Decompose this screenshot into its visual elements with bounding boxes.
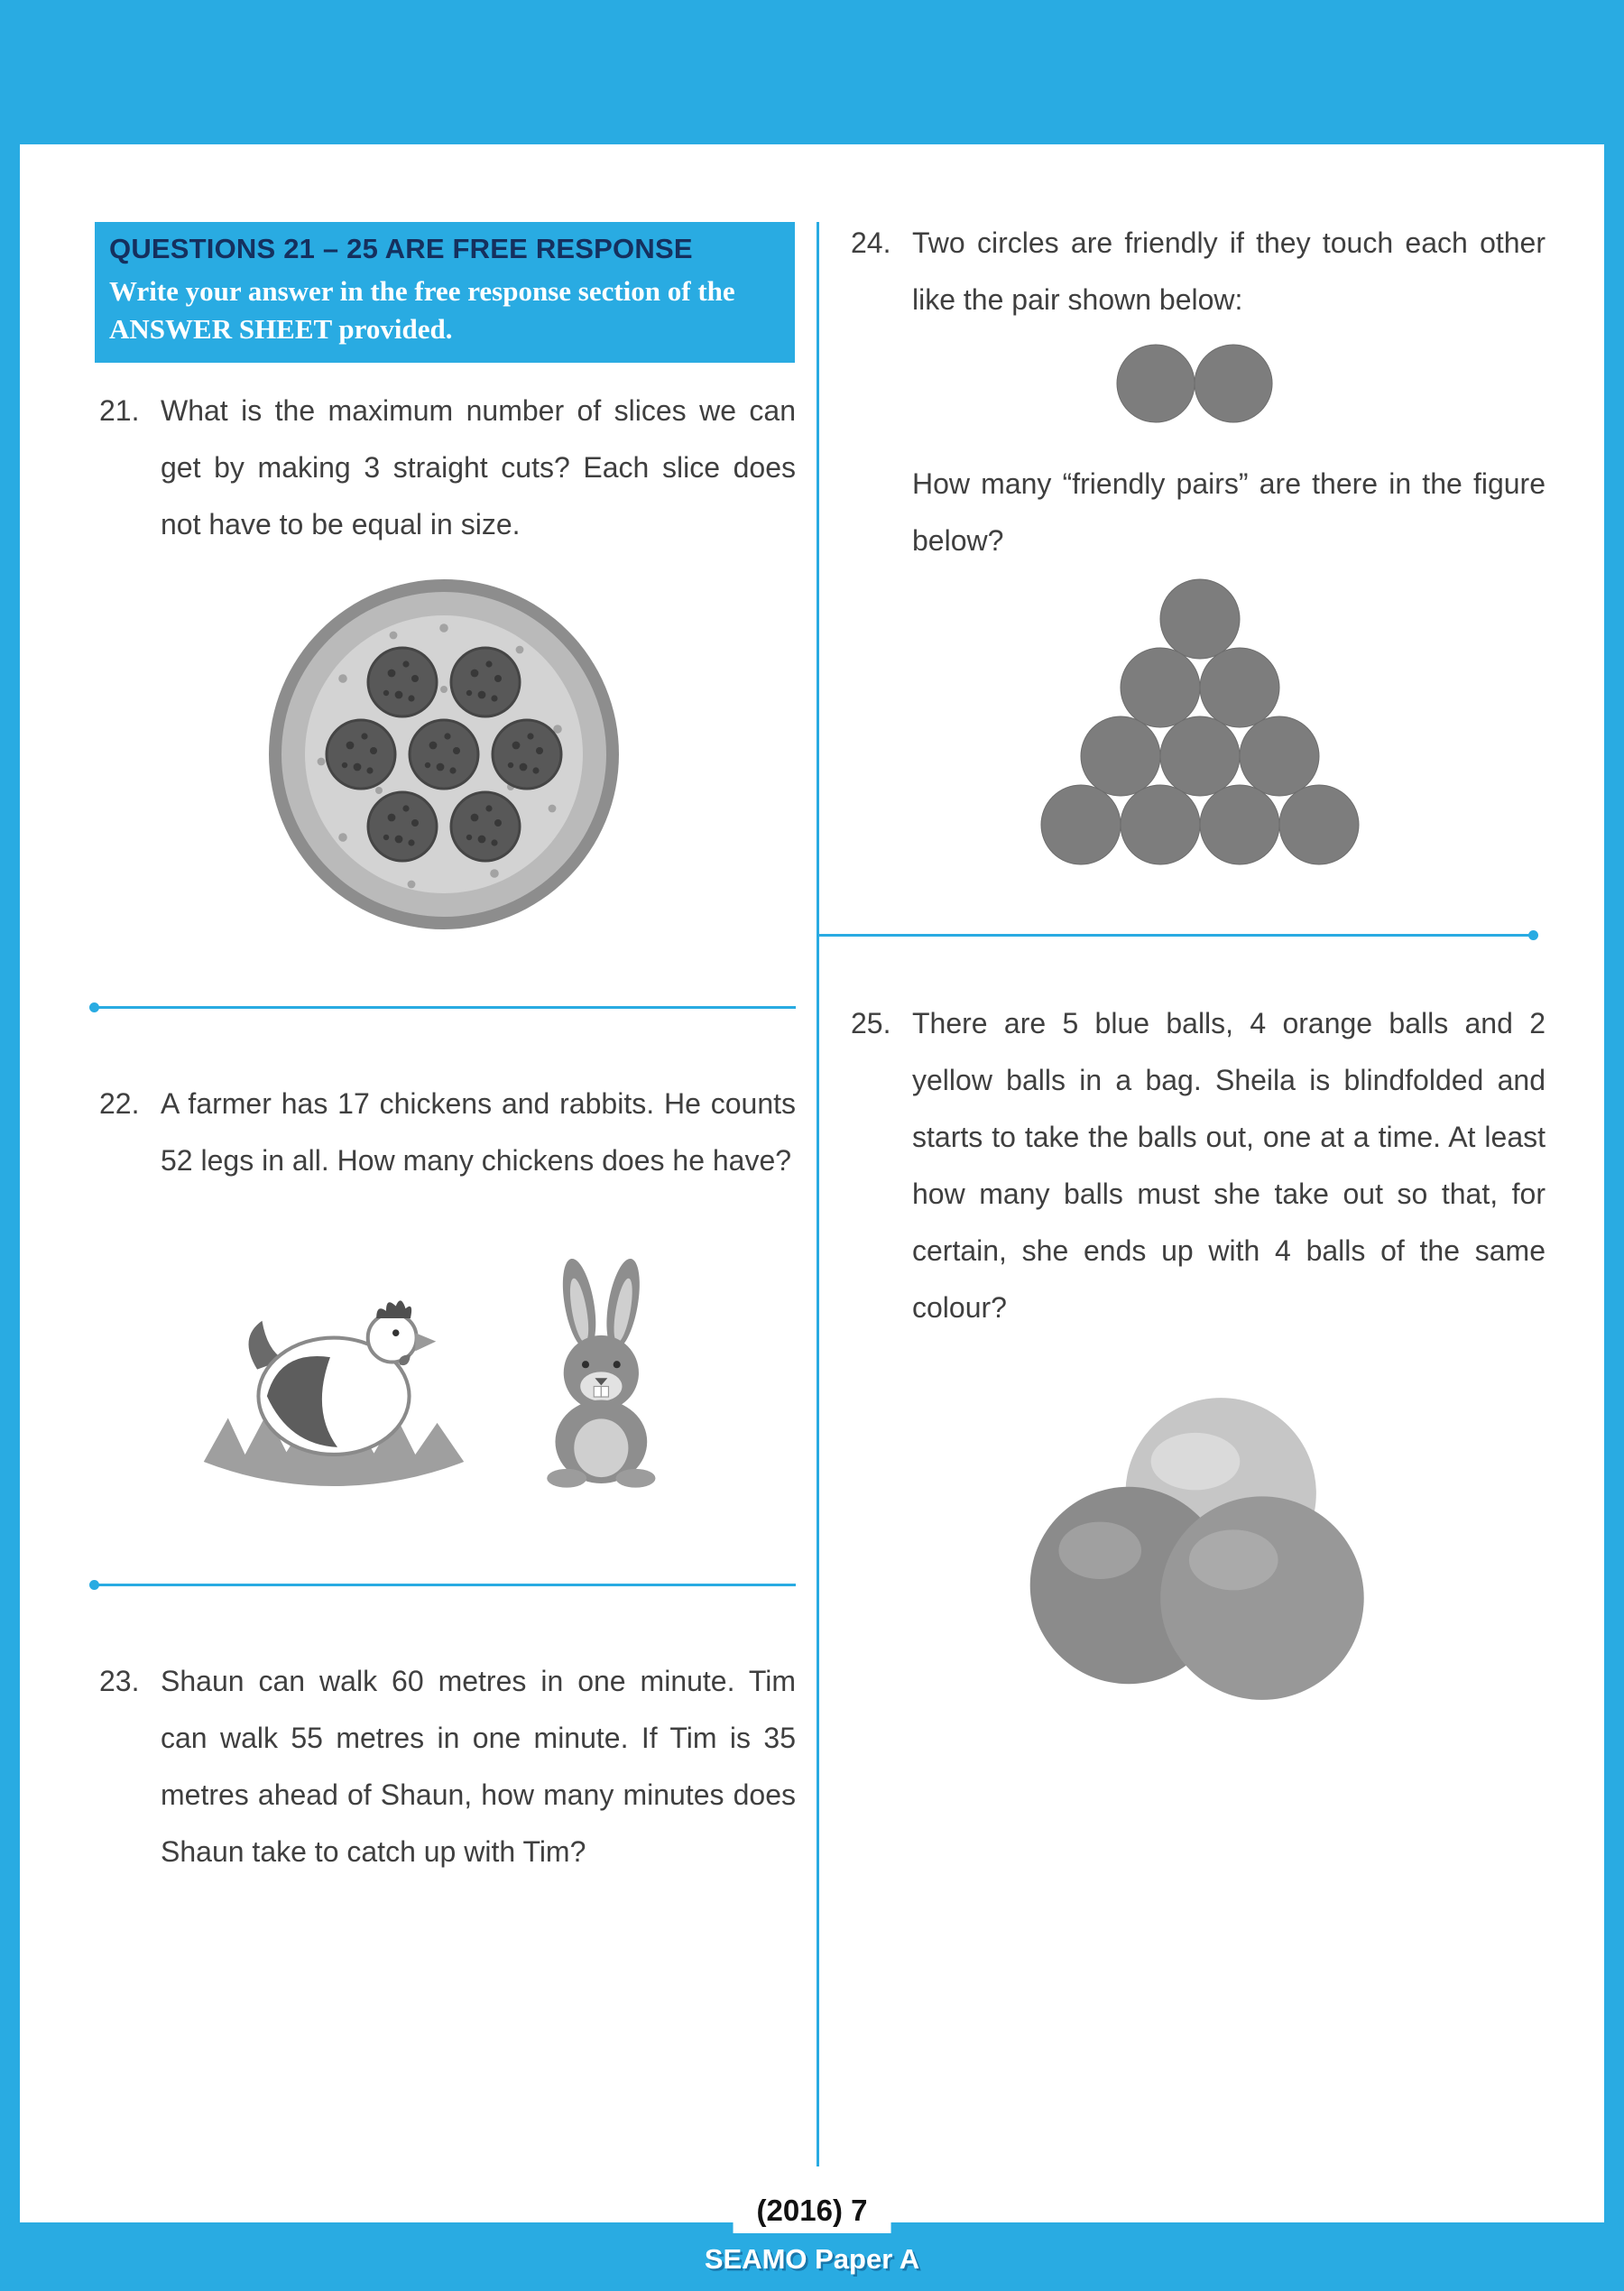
divider-dot-3 xyxy=(1528,930,1538,940)
balls-illustration-svg xyxy=(1010,1379,1393,1713)
question-21 xyxy=(99,383,796,553)
rabbit-image xyxy=(519,1250,686,1495)
question-24-continued xyxy=(851,456,1546,569)
question-25 xyxy=(851,995,1546,1336)
balls-image xyxy=(1010,1379,1393,1714)
top-border-band xyxy=(0,0,1624,144)
question-23 xyxy=(99,1653,796,1880)
friendly-pair-image xyxy=(1116,343,1275,426)
question-24 xyxy=(851,215,1546,328)
question-22-number: 22. xyxy=(99,1087,140,1120)
section-divider-3 xyxy=(819,934,1532,937)
section-divider-2 xyxy=(97,1584,796,1586)
header-subtitle: Write your answer in the free response section of the ANSWER SHEET provided. xyxy=(109,275,735,345)
divider-dot-2 xyxy=(89,1580,99,1590)
question-22 xyxy=(99,1076,796,1189)
question-24-number: 24. xyxy=(851,226,891,259)
circle-triangle-svg xyxy=(1029,577,1371,866)
free-response-header-box xyxy=(95,222,795,363)
divider-dot-1 xyxy=(89,1002,99,1012)
header-title: QUESTIONS 21 – 25 ARE FREE RESPONSE xyxy=(109,233,693,264)
question-23-text: Shaun can walk 60 metres in one minute. Tim can walk 55 metres in one minute. If Tim is 35 metres ahead of Shaun, how many minutes does Shaun take to catch up with Tim? xyxy=(161,1665,796,1868)
left-border-strip xyxy=(0,0,20,2291)
question-22-text: A farmer has 17 chickens and rabbits. He counts 52 legs in all. How many chickens does he have? xyxy=(161,1087,796,1177)
circle-triangle-image xyxy=(1029,577,1371,868)
footer-brand: SEAMO Paper A xyxy=(704,2243,920,2275)
question-24-intro-text: Two circles are friendly if they touch each other like the pair shown below: xyxy=(912,226,1546,316)
pizza-image xyxy=(263,574,624,944)
question-21-number: 21. xyxy=(99,394,140,427)
chicken-illustration-svg xyxy=(194,1252,474,1496)
question-23-number: 23. xyxy=(99,1665,140,1697)
chicken-image xyxy=(194,1252,474,1498)
pizza-illustration-svg xyxy=(263,574,624,935)
column-divider-line xyxy=(817,222,819,2166)
question-25-number: 25. xyxy=(851,1007,891,1039)
right-border-strip xyxy=(1604,0,1624,2291)
friendly-pair-svg xyxy=(1116,343,1275,424)
question-25-text: There are 5 blue balls, 4 orange balls and 2 yellow balls in a bag. Sheila is blindfolded and starts to take the balls out, one at a time. At least how many balls must she take out so that, for certain, she ends up with 4 balls of the same colour? xyxy=(912,1007,1546,1324)
section-divider-1 xyxy=(97,1006,796,1009)
rabbit-illustration-svg xyxy=(519,1250,686,1490)
question-21-text: What is the maximum number of slices we can get by making 3 straight cuts? Each slice does not have to be equal in size. xyxy=(161,394,796,540)
question-24-question-text: How many “friendly pairs” are there in the figure below? xyxy=(912,467,1546,557)
page-number: (2016) 7 xyxy=(734,2191,891,2233)
